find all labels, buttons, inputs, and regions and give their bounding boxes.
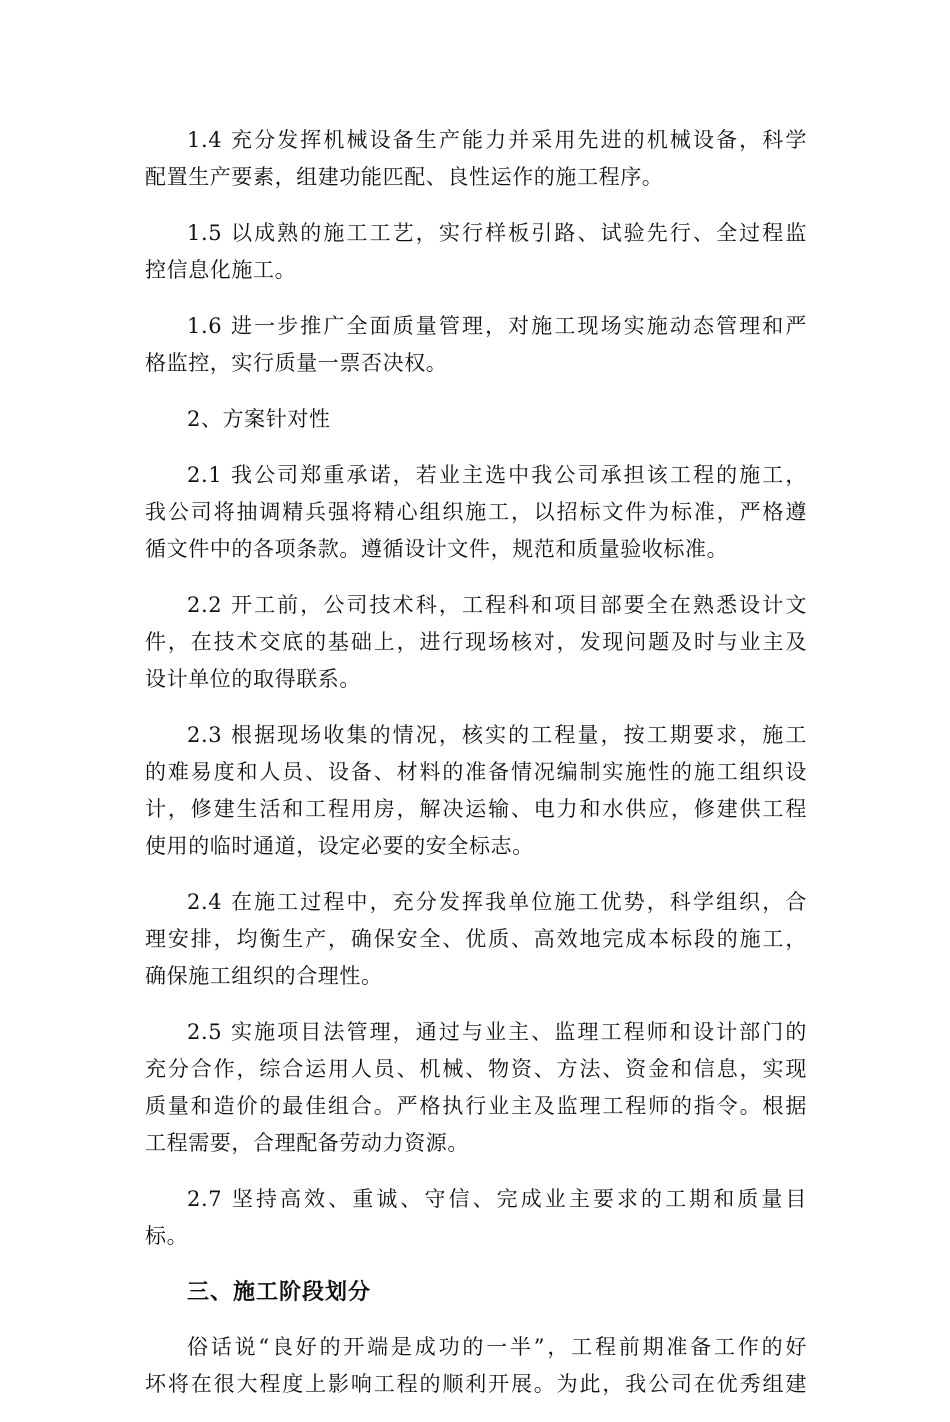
paragraph-2-3 xyxy=(145,717,807,865)
paragraph-line: 控信息化施工。 xyxy=(145,258,297,282)
paragraph-2-2 xyxy=(145,587,807,698)
paragraph-line: 我公司将抽调精兵强将精心组织施工，以招标文件为标准，严格遵 xyxy=(145,500,807,524)
paragraph-line: 2、方案针对性 xyxy=(187,407,331,431)
paragraph-line: 件，在技术交底的基础上，进行现场核对，发现问题及时与业主及 xyxy=(145,630,807,654)
paragraph-line: 俗话说“良好的开端是成功的一半”，工程前期准备工作的好 xyxy=(187,1335,807,1359)
paragraph-line: 设计单位的取得联系。 xyxy=(145,667,361,691)
paragraph-2-7 xyxy=(145,1181,807,1255)
paragraph-1-6 xyxy=(145,308,807,382)
paragraph-line: 使用的临时通道，设定必要的安全标志。 xyxy=(145,834,534,858)
paragraph-2-subheading xyxy=(145,401,807,438)
paragraph-line: 质量和造价的最佳组合。严格执行业主及监理工程师的指令。根据 xyxy=(145,1094,807,1118)
paragraph-line: 1.5 以成熟的施工工艺，实行样板引路、试验先行、全过程监 xyxy=(187,221,807,245)
paragraph-line: 1.6 进一步推广全面质量管理，对施工现场实施动态管理和严 xyxy=(187,314,807,338)
paragraph-line: 2.5 实施项目法管理，通过与业主、监理工程师和设计部门的 xyxy=(187,1020,807,1044)
paragraph-2-5 xyxy=(145,1014,807,1162)
paragraph-line: 理安排，均衡生产，确保安全、优质、高效地完成本标段的施工， xyxy=(145,927,807,951)
section-heading: 三、施工阶段划分 xyxy=(187,1280,372,1305)
paragraph-1-5 xyxy=(145,215,807,289)
paragraph-1-4 xyxy=(145,122,807,196)
paragraph-2-1 xyxy=(145,457,807,568)
paragraph-line: 确保施工组织的合理性。 xyxy=(145,964,383,988)
document-page xyxy=(145,122,807,1422)
paragraph-line: 2.2 开工前，公司技术科，工程科和项目部要全在熟悉设计文 xyxy=(187,593,807,617)
paragraph-line: 标。 xyxy=(145,1224,189,1248)
paragraph-line: 2.1 我公司郑重承诺，若业主选中我公司承担该工程的施工， xyxy=(187,463,807,487)
paragraph-line: 计，修建生活和工程用房，解决运输、电力和水供应，修建供工程 xyxy=(145,797,807,821)
paragraph-line: 格监控，实行质量一票否决权。 xyxy=(145,351,448,375)
paragraph-line: 的难易度和人员、设备、材料的准备情况编制实施性的施工组织设 xyxy=(145,760,807,784)
paragraph-line: 工程需要，合理配备劳动力资源。 xyxy=(145,1131,469,1155)
paragraph-line: 循文件中的各项条款。遵循设计文件，规范和质量验收标准。 xyxy=(145,537,729,561)
paragraph-line: 2.3 根据现场收集的情况，核实的工程量，按工期要求，施工 xyxy=(187,723,807,747)
paragraph-line: 2.7 坚持高效、重诚、守信、完成业主要求的工期和质量目 xyxy=(187,1187,807,1211)
paragraph-line: 充分合作，综合运用人员、机械、物资、方法、资金和信息，实现 xyxy=(145,1057,807,1081)
paragraph-line: 1.4 充分发挥机械设备生产能力并采用先进的机械设备，科学 xyxy=(187,128,807,152)
paragraph-3-intro xyxy=(145,1329,807,1403)
paragraph-line: 坏将在很大程度上影响工程的顺利开展。为此，我公司在优秀组建 xyxy=(145,1372,807,1396)
paragraph-2-4 xyxy=(145,884,807,995)
paragraph-line: 配置生产要素，组建功能匹配、良性运作的施工程序。 xyxy=(145,165,664,189)
paragraph-line: 2.4 在施工过程中，充分发挥我单位施工优势，科学组织，合 xyxy=(187,890,807,914)
